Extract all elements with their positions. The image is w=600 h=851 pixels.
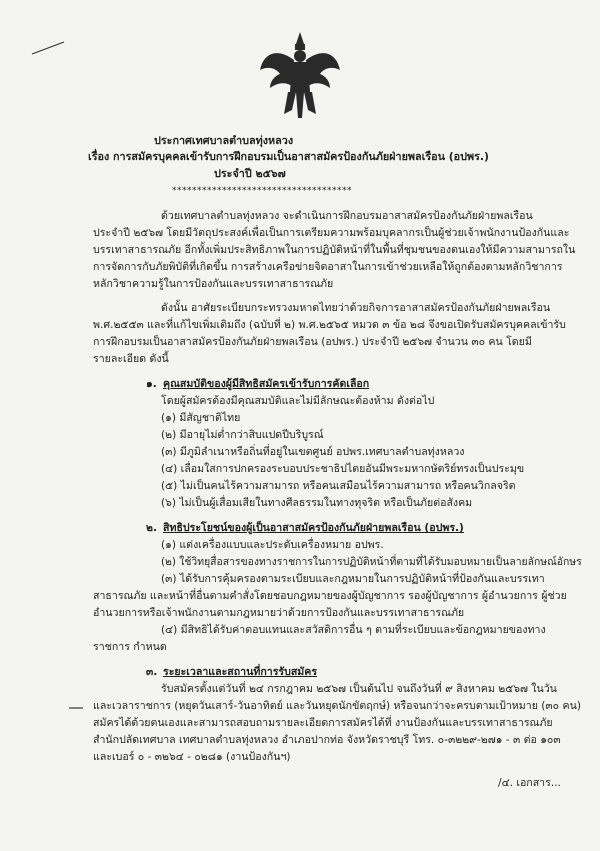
application-period-line: และเวลาราชการ (หยุดวันเสาร์-วันอาทิตย์ และวันหยุดนักขัตฤกษ์) หรือจนกว่าจะครบตามเป้าหมาย (๓๐ คน) <box>93 700 581 712</box>
section-1-number: ๑. <box>146 378 157 390</box>
announcement-subject: เรื่อง การสมัครบุคคลเข้ารับการฝึกอบรมเป็นอาสาสมัครป้องกันภัยฝ่ายพลเรือน (อปพร.) <box>88 150 489 163</box>
application-period-line: สำนักปลัดเทศบาล เทศบาลตำบลทุ่งหลวง อำเภอปากท่อ จังหวัดราชบุรี โทร. ๐-๓๒๒๙-๒๗๑ - ๓ ต่อ ๑๐๓ <box>93 734 561 746</box>
continuation-note: /๔. เอกสาร... <box>498 777 561 789</box>
section-1-intro: โดยผู้สมัครต้องมีคุณสมบัติและไม่มีลักษณะต้องห้าม ดังต่อไป <box>161 395 435 407</box>
benefit-line: (๒) ใช้วิทยุสื่อสารของทางราชการในการปฏิบัติหน้าที่ตามที่ได้รับมอบหมายเป็นลายลักษณ์อักษร <box>161 556 582 568</box>
benefit-line: อำนวยการหรือเจ้าพนักงานตามกฎหมายว่าด้วยการป้องกันและบรรเทาสาธารณภัย <box>93 607 465 619</box>
section-1-heading: คุณสมบัติของผู้มีสิทธิสมัครเข้ารับการคัดเลือก <box>163 378 370 390</box>
qualification-item: (๑) มีสัญชาติไทย <box>161 412 241 424</box>
paragraph-1-line: ด้วยเทศบาลตำบลทุ่งหลวง จะดำเนินการฝึกอบรมอาสาสมัครป้องกันภัยฝ่ายพลเรือน <box>161 210 533 222</box>
application-period-line: รับสมัครตั้งแต่วันที่ ๒๔ กรกฎาคม ๒๕๖๗ เป็นต้นไป จนถึงวันที่ ๙ สิงหาคม ๒๕๖๗ ในวัน <box>161 683 557 695</box>
paragraph-2-line: พ.ศ.๒๕๕๓ และที่แก้ไขเพิ่มเติมถึง (ฉบับที่ ๒) พ.ศ.๒๕๖๕ หมวด ๓ ข้อ ๒๘ จึงขอเปิดรับสมัครบุคคลเข้ารับ <box>93 319 566 331</box>
paragraph-1-line: ประจำปี ๒๕๖๗ โดยมีวัตถุประสงค์เพื่อเป็นการเตรียมความพร้อมบุคลากรเป็นผู้ช่วยเจ้าพนักงานป้องกันและ <box>93 227 570 239</box>
section-2-number: ๒. <box>146 522 158 534</box>
separator-stars: ************************************ <box>172 186 352 196</box>
qualification-item: (๖) ไม่เป็นผู้เสื่อมเสียในทางศีลธรรมในทางทุจริต หรือเป็นภัยต่อสังคม <box>161 497 473 509</box>
benefit-line: (๔) มีสิทธิได้รับค่าตอบแทนและสวัสดิการอื่น ๆ ตามที่ระเบียบและข้อกฎหมายของทาง <box>161 624 546 636</box>
qualification-item: (๓) มีภูมิลำเนาหรือถิ่นที่อยู่ในเขตศูนย์ อปพร.เทศบาลตำบลทุ่งหลวง <box>161 446 465 458</box>
application-period-line: สมัครได้ด้วยตนเองและสามารถสอบถามรายละเอียดการสมัครได้ที่ งานป้องกันและบรรเทาสาธารณภัย <box>93 717 553 729</box>
paragraph-1-line: หลักวิชาความรู้ในการป้องกันและบรรเทาสาธารณภัย <box>93 278 334 290</box>
pen-stroke-mark <box>30 38 70 58</box>
paragraph-2-line: ดังนั้น อาศัยระเบียบกระทรวงมหาดไทยว่าด้วยกิจการอาสาสมัครป้องกันภัยฝ่ายพลเรือน <box>161 302 551 314</box>
qualification-item: (๔) เลื่อมใสการปกครองระบอบประชาธิปไตยอันมีพระมหากษัตริย์ทรงเป็นประมุข <box>161 463 525 475</box>
announcement-title: ประกาศเทศบาลตำบลทุ่งหลวง <box>154 134 294 147</box>
garuda-emblem-icon <box>258 30 342 120</box>
qualification-item: (๒) มีอายุไม่ต่ำกว่าสิบแปดปีบริบูรณ์ <box>161 429 324 441</box>
paragraph-2-line: การฝึกอบรมเป็นอาสาสมัครป้องกันภัยฝ่ายพลเรือน (อปพร.) ประจำปี ๒๕๖๗ จำนวน ๓๐ คน โดยมี <box>93 336 532 348</box>
section-3-number: ๓. <box>146 666 158 678</box>
paragraph-2-line: รายละเอียด ดังนี้ <box>93 353 169 365</box>
benefit-line: ราชการ กำหนด <box>93 641 167 653</box>
paragraph-1-line: บรรเทาสาธารณภัย อีกทั้งเพิ่มประสิทธิภาพในการปฏิบัติหน้าที่ในพื้นที่ชุมชนของตนเองให้มีความสามารถใน <box>93 244 576 256</box>
section-2-heading: สิทธิประโยชน์ของผู้เป็นอาสาสมัครป้องกันภัยฝ่ายพลเรือน (อปพร.) <box>163 522 464 534</box>
application-period-line: และเบอร์ ๐ - ๓๒๖๔ - ๐๒๘๑ (งานป้องกันฯ) <box>93 751 291 763</box>
qualification-item: (๕) ไม่เป็นคนไร้ความสามารถ หรือคนเสมือนไร้ความสามารถ หรือคนวิกลจริต <box>161 480 516 492</box>
benefit-line: (๑) แต่งเครื่องแบบและประดับเครื่องหมาย อปพร. <box>161 539 384 551</box>
paragraph-1-line: การจัดการกับภัยพิบัติที่เกิดขึ้น การสร้างเครือข่ายจิตอาสาในการเข้าช่วยเหลือให้ถูกต้องตามหลักวิชาการ <box>93 261 563 273</box>
benefit-line: (๓) ได้รับการคุ้มครองตามระเบียบและกฎหมายในการปฏิบัติหน้าที่ป้องกันและบรรเทา <box>161 573 545 585</box>
benefit-line: สาธารณภัย และหน้าที่อื่นตามคำสั่งโดยชอบกฎหมายของผู้บัญชาการ รองผู้บัญชาการ ผู้อำนวยการ ผู้ช่วย <box>93 590 567 602</box>
section-3-heading: ระยะเวลาและสถานที่การรับสมัคร <box>163 666 318 678</box>
announcement-year: ประจำปี ๒๕๖๗ <box>214 167 286 180</box>
margin-dash-mark <box>68 706 84 710</box>
